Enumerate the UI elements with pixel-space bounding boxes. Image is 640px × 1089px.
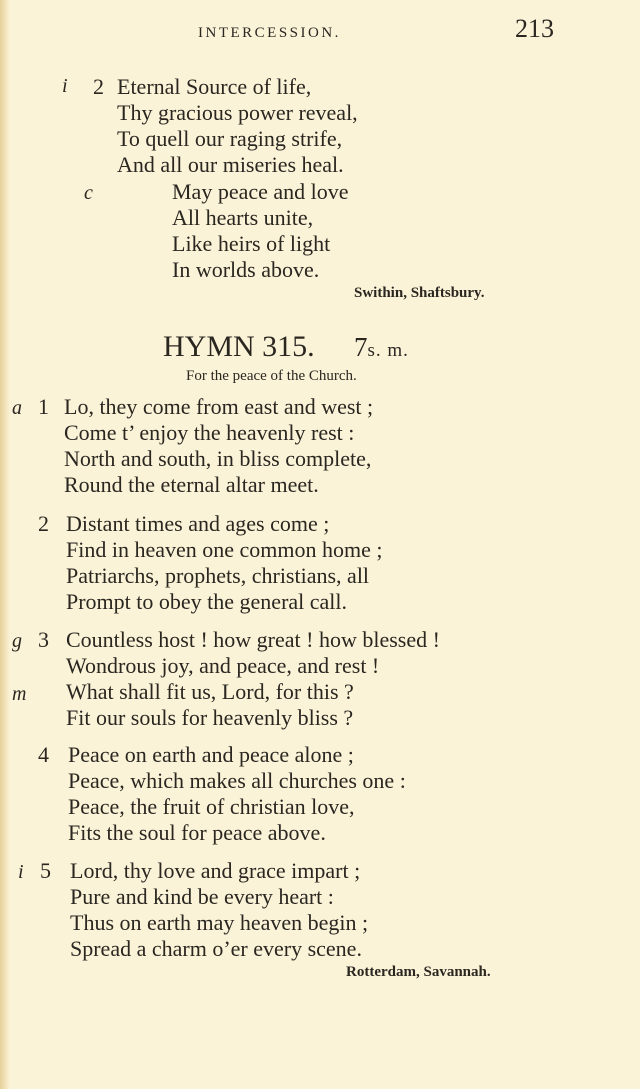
verse-mark-m: m — [12, 683, 27, 705]
hymn-line: Peace, which makes all churches one : — [68, 768, 406, 793]
meter-number: 7 — [354, 332, 368, 362]
verse-mark-c: c — [84, 182, 93, 204]
hymn-subtitle: For the peace of the Church. — [186, 368, 357, 384]
verse-number: 5 — [40, 858, 51, 883]
hymn-line: Thus on earth may heaven begin ; — [70, 910, 369, 935]
hymn-line: What shall fit us, Lord, for this ? — [66, 679, 354, 704]
hymn-line: Peace on earth and peace alone ; — [68, 742, 354, 767]
hymn-line: Countless host ! how great ! how blessed ! — [66, 627, 440, 652]
page-edge-shading — [0, 0, 10, 1089]
verse-mark-a: a — [12, 397, 22, 419]
hymn-line: In worlds above. — [172, 257, 320, 282]
hymn-line: Wondrous joy, and peace, and rest ! — [66, 653, 380, 678]
hymn-line: Prompt to obey the general call. — [66, 589, 348, 614]
verse-number: 4 — [38, 742, 49, 767]
verse-number: 1 — [38, 394, 49, 419]
hymn-line: Spread a charm o’er every scene. — [70, 936, 362, 961]
hymn-line: Come t’ enjoy the heavenly rest : — [64, 420, 355, 445]
hymn-meter — [354, 332, 409, 363]
hymn-line: Like heirs of light — [172, 231, 331, 256]
hymn-line: To quell our raging strife, — [117, 126, 343, 151]
hymn-line: Thy gracious power reveal, — [117, 100, 358, 125]
verse-mark-g: g — [12, 630, 22, 652]
hymn-line: Eternal Source of life, — [117, 74, 312, 99]
hymn-line: Peace, the fruit of christian love, — [68, 794, 355, 819]
verse-number: 3 — [38, 627, 49, 652]
running-header: INTERCESSION. — [198, 25, 341, 41]
hymn-line: Fits the soul for peace above. — [68, 820, 326, 845]
hymn-line: All hearts unite, — [172, 205, 314, 230]
verse-mark-i: i — [62, 75, 68, 97]
hymn-line: Patriarchs, prophets, christians, all — [66, 563, 370, 588]
hymn-line: Find in heaven one common home ; — [66, 537, 383, 562]
hymn-line: Lo, they come from east and west ; — [64, 394, 374, 419]
hymn-line: Pure and kind be every heart : — [70, 884, 334, 909]
verse-number: 2 — [38, 511, 49, 536]
meter-suffix: s. m. — [367, 340, 409, 361]
hymn-line: Fit our souls for heavenly bliss ? — [66, 705, 354, 730]
tune-attribution: Swithin, Shaftsbury. — [354, 285, 485, 301]
hymn-line: And all our miseries heal. — [117, 152, 344, 177]
page-number: 213 — [515, 14, 554, 43]
verse-mark-i: i — [18, 861, 24, 883]
tune-attribution: Rotterdam, Savannah. — [346, 964, 491, 980]
hymn-title: HYMN 315. — [163, 330, 315, 363]
hymn-line: Lord, thy love and grace impart ; — [70, 858, 361, 883]
hymn-line: May peace and love — [172, 179, 349, 204]
verse-number: 2 — [93, 74, 104, 99]
hymn-line: Round the eternal altar meet. — [64, 472, 319, 497]
hymn-line: Distant times and ages come ; — [66, 511, 330, 536]
hymn-line: North and south, in bliss complete, — [64, 446, 372, 471]
